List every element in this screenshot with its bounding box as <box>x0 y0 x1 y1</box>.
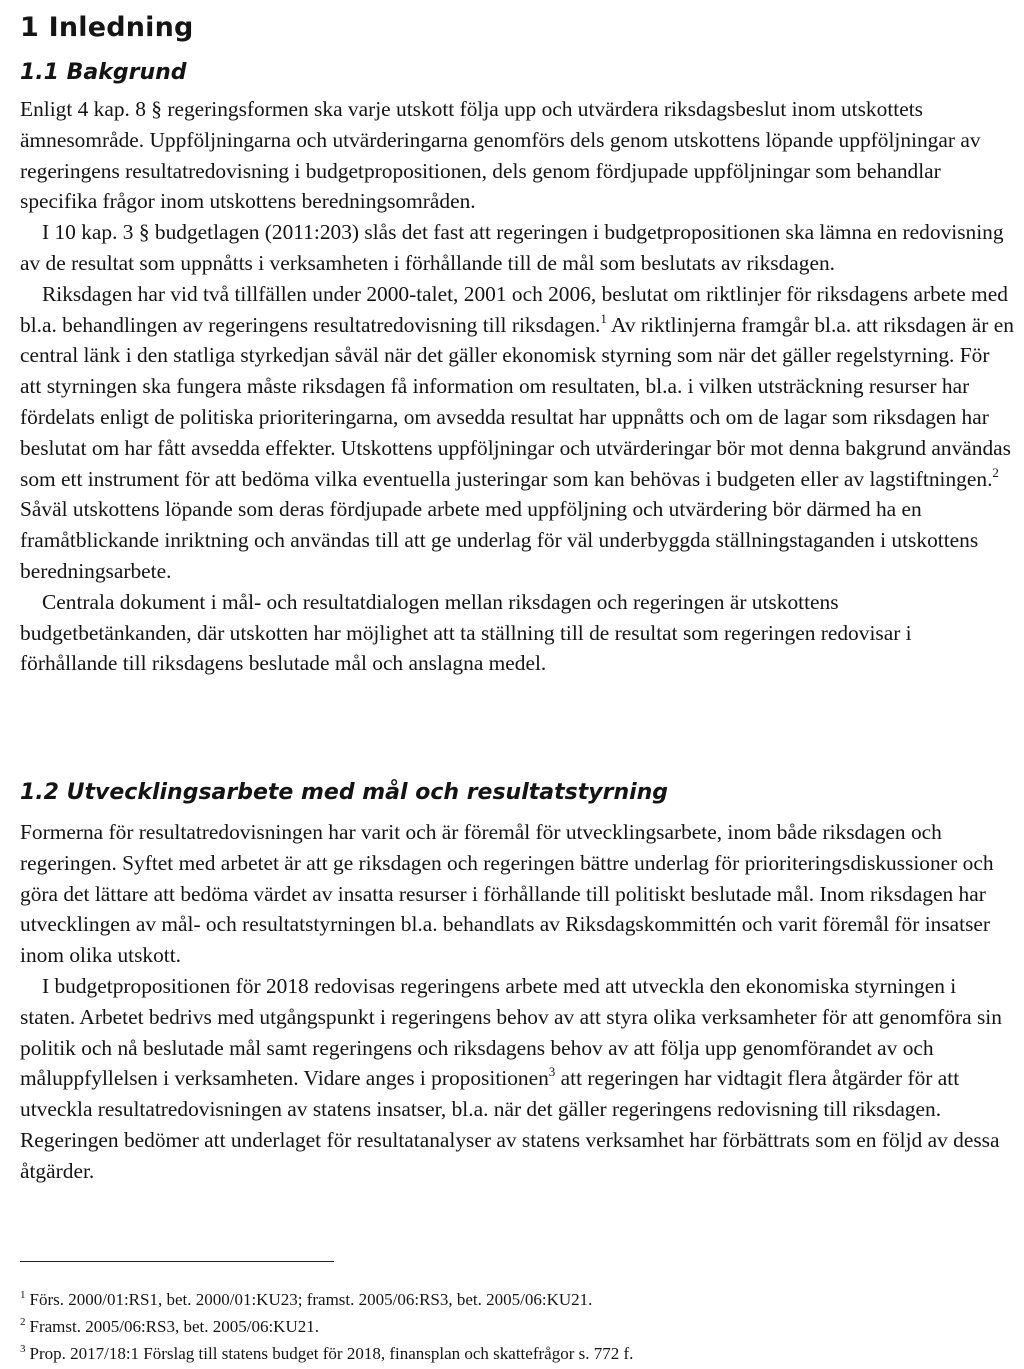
footnote-text: Prop. 2017/18:1 Förslag till statens budget för 2018, finansplan och skattefrågor s. 772 f. <box>29 1344 634 1363</box>
chapter-heading: 1 Inledning <box>20 12 194 43</box>
footnote <box>20 1313 1014 1340</box>
footnote <box>20 1286 1014 1313</box>
footnote-number: 2 <box>20 1316 26 1328</box>
section-heading-bakgrund: 1.1 Bakgrund <box>20 60 187 85</box>
footnote-reference: 2 <box>992 464 999 480</box>
paragraph: I 10 kap. 3 § budgetlagen (2011:203) slås det fast att regeringen i budgetpropositionen ska lämna en redovisning av de resultat som uppnåtts i verksamheten i förhållande till de mål som beslutats av riksdagen. <box>20 220 1004 275</box>
paragraph: Centrala dokument i mål- och resultatdialogen mellan riksdagen och regeringen är utskottens budgetbetänkanden, där utskotten har möjlighet att ta ställning till de resultat som regeringen redovisar i förhållande till riksdagens beslutade mål och anslagna medel. <box>20 589 912 676</box>
paragraph: Enligt 4 kap. 8 § regeringsformen ska varje utskott följa upp och utvärdera riksdagsbeslut inom utskottets ämnesområde. Uppföljningarna och utvärderingarna genomförs dels genom utskottens löpande uppföljningar av regeringens resultatredovisning i budgetpropositionen, dels genom fördjupade uppföljningar som behandlar specifika frågor inom utskottens beredningsområden. <box>20 97 981 214</box>
paragraph-text: att regeringen har vidtagit flera åtgärder för att utveckla resultatredovisningen av statens insatser, bl.a. när det gäller regeringens redovisning till riksdagen. Regeringen bedömer att underlaget för resultatanalyser av statens verksamhet har förbättrats som en följd av dessa åtgärder. <box>20 1066 1000 1183</box>
paragraph <box>20 279 1014 587</box>
footnote <box>20 1340 1014 1367</box>
footnote-reference: 1 <box>600 310 607 326</box>
paragraph-text: Riksdagen har vid två tillfällen under 2000-talet, 2001 och 2006, beslutat om riktlinjer för riksdagens arbete med bl.a. behandlingen av regeringens resultatredovisning till riksdagen. <box>20 281 1008 337</box>
footnote-text: Framst. 2005/06:RS3, bet. 2005/06:KU21. <box>29 1317 319 1336</box>
paragraph-text: Av riktlinjerna framgår bl.a. att riksdagen är en central länk i den statliga styrkedjan såväl när det gäller ekonomisk styrning som när det gäller regelstyrning. För att styrningen ska fungera måste riksdagen få information om resultaten, bl.a. i vilken utsträckning resurser har fördelats enligt de politiska prioriteringarna, om avsedda resultat har uppnåtts och om de lagar som riksdagen har beslutat om har fått avsedda effekter. Utskottens uppföljningar och utvärderingar bör mot denna bakgrund användas som ett instrument för att bedöma vilka eventuella justeringar som kan behövas i budgeten eller av lagstiftningen. <box>20 312 1014 491</box>
paragraph: Formerna för resultatredovisningen har varit och är föremål för utvecklingsarbete, inom både riksdagen och regeringen. Syftet med arbetet är att ge riksdagen och regeringen bättre underlag för prioriteringsdiskussioner och göra det lättare att bedöma värdet av insatta resurser i förhållande till politiskt beslutade mål. Inom riksdagen har utvecklingen av mål- och resultatstyrningen bl.a. behandlats av Riksdagskommittén och varit föremål för insatser inom olika utskott. <box>20 820 994 968</box>
paragraph <box>20 971 1014 1187</box>
paragraph-text: I budgetpropositionen för 2018 redovisas regeringens arbete med att utveckla den ekonomiska styrningen i staten. Arbetet bedrivs med utgångspunkt i regeringens behov av att styra olika verksamheter för att genomföra sin politik och nå beslutade mål samt regeringens och riksdagens behov av att följa upp genomförandet av och måluppfyllelsen i verksamheten. Vidare anges i propositionen <box>20 973 1002 1091</box>
paragraph-text: Såväl utskottens löpande som deras fördjupade arbete med uppföljning och utvärdering bör därmed ha en framåtblickande inriktning och användas till att ge underlag för väl underbyggda ställningstaganden i utskottens beredningsarbete. <box>20 497 979 583</box>
section-heading-utvecklingsarbete: 1.2 Utvecklingsarbete med mål och resultatstyrning <box>20 780 669 805</box>
footnote-number: 1 <box>20 1289 26 1301</box>
footnote-number: 3 <box>20 1343 26 1355</box>
section-body-bakgrund <box>20 94 1014 679</box>
footnote-divider <box>20 1261 334 1262</box>
footnote-text: Förs. 2000/01:RS1, bet. 2000/01:KU23; framst. 2005/06:RS3, bet. 2005/06:KU21. <box>29 1290 593 1309</box>
footnote-reference: 3 <box>548 1064 556 1080</box>
section-body-utvecklingsarbete <box>20 817 1014 1187</box>
footnotes <box>20 1286 1014 1367</box>
